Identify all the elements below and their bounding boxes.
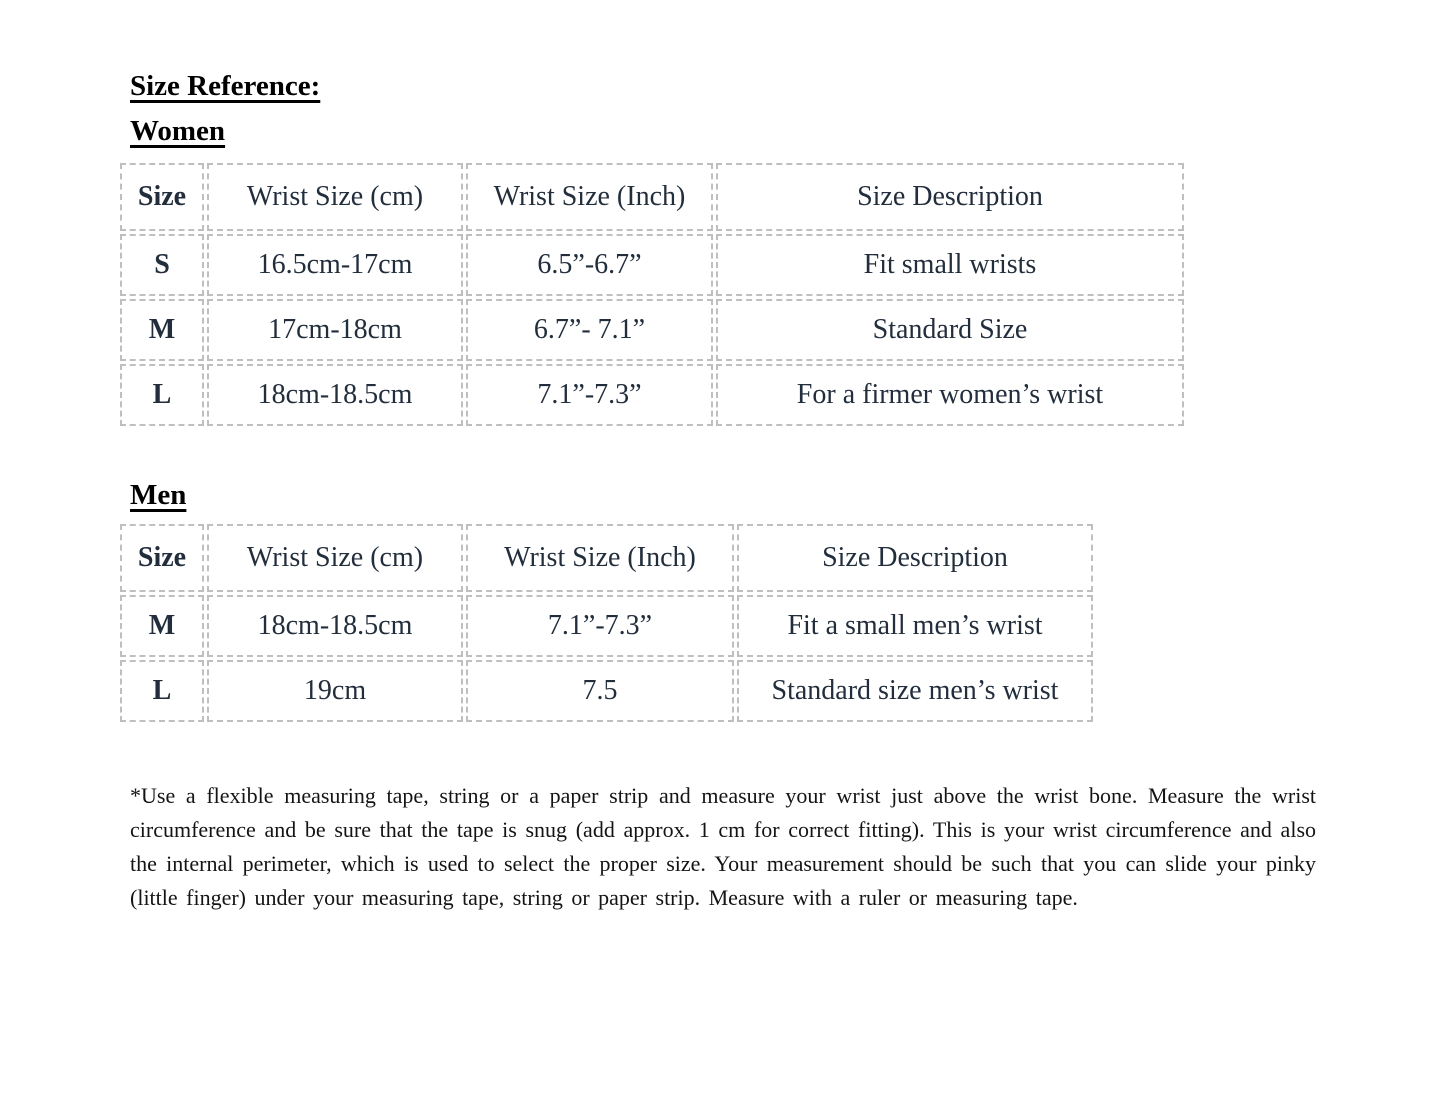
description-cell: Standard size men’s wrist bbox=[737, 660, 1093, 722]
table-row bbox=[120, 595, 1093, 657]
table-row bbox=[120, 234, 1184, 296]
wrist-cm-cell: 19cm bbox=[207, 660, 463, 722]
description-column-header: Size Description bbox=[716, 163, 1184, 231]
wrist-inch-column-header: Wrist Size (Inch) bbox=[466, 163, 713, 231]
description-cell: Fit small wrists bbox=[716, 234, 1184, 296]
wrist-inch-cell: 6.5”-6.7” bbox=[466, 234, 713, 296]
table-row bbox=[120, 660, 1093, 722]
wrist-cm-cell: 18cm-18.5cm bbox=[207, 364, 463, 426]
men-table-header-row bbox=[120, 524, 1093, 592]
description-cell: Fit a small men’s wrist bbox=[737, 595, 1093, 657]
wrist-inch-cell: 7.1”-7.3” bbox=[466, 595, 734, 657]
table-row bbox=[120, 299, 1184, 361]
description-cell: Standard Size bbox=[716, 299, 1184, 361]
women-table-header-row bbox=[120, 163, 1184, 231]
men-heading: Men bbox=[130, 478, 187, 511]
men-size-table bbox=[117, 521, 1096, 725]
wrist-cm-column-header: Wrist Size (cm) bbox=[207, 163, 463, 231]
size-cell: L bbox=[120, 660, 204, 722]
size-cell: S bbox=[120, 234, 204, 296]
size-column-header: Size bbox=[120, 163, 204, 231]
women-heading: Women bbox=[130, 115, 226, 148]
wrist-cm-column-header: Wrist Size (cm) bbox=[207, 524, 463, 592]
table-row bbox=[120, 364, 1184, 426]
wrist-inch-column-header: Wrist Size (Inch) bbox=[466, 524, 734, 592]
size-column-header: Size bbox=[120, 524, 204, 592]
size-cell: M bbox=[120, 299, 204, 361]
wrist-cm-cell: 17cm-18cm bbox=[207, 299, 463, 361]
women-size-table bbox=[117, 160, 1187, 429]
page-title: Size Reference: bbox=[130, 70, 321, 102]
size-cell: M bbox=[120, 595, 204, 657]
size-cell: L bbox=[120, 364, 204, 426]
description-cell: For a firmer women’s wrist bbox=[716, 364, 1184, 426]
wrist-cm-cell: 18cm-18.5cm bbox=[207, 595, 463, 657]
wrist-inch-cell: 7.5 bbox=[466, 660, 734, 722]
wrist-cm-cell: 16.5cm-17cm bbox=[207, 234, 463, 296]
measurement-instructions: *Use a flexible measuring tape, string or a paper strip and measure your wrist just above the wrist bone. Measure the wrist circumference and be sure that the tape is snug (add approx. 1 cm for correct fitting). This is your wrist circumference and also the internal perimeter, which is used to select the proper size. Your measurement should be such that you can slide your pinky (little finger) under your measuring tape, string or paper strip. Measure with a ruler or measuring tape. bbox=[130, 782, 1316, 910]
wrist-inch-cell: 6.7”- 7.1” bbox=[466, 299, 713, 361]
description-column-header: Size Description bbox=[737, 524, 1093, 592]
wrist-inch-cell: 7.1”-7.3” bbox=[466, 364, 713, 426]
